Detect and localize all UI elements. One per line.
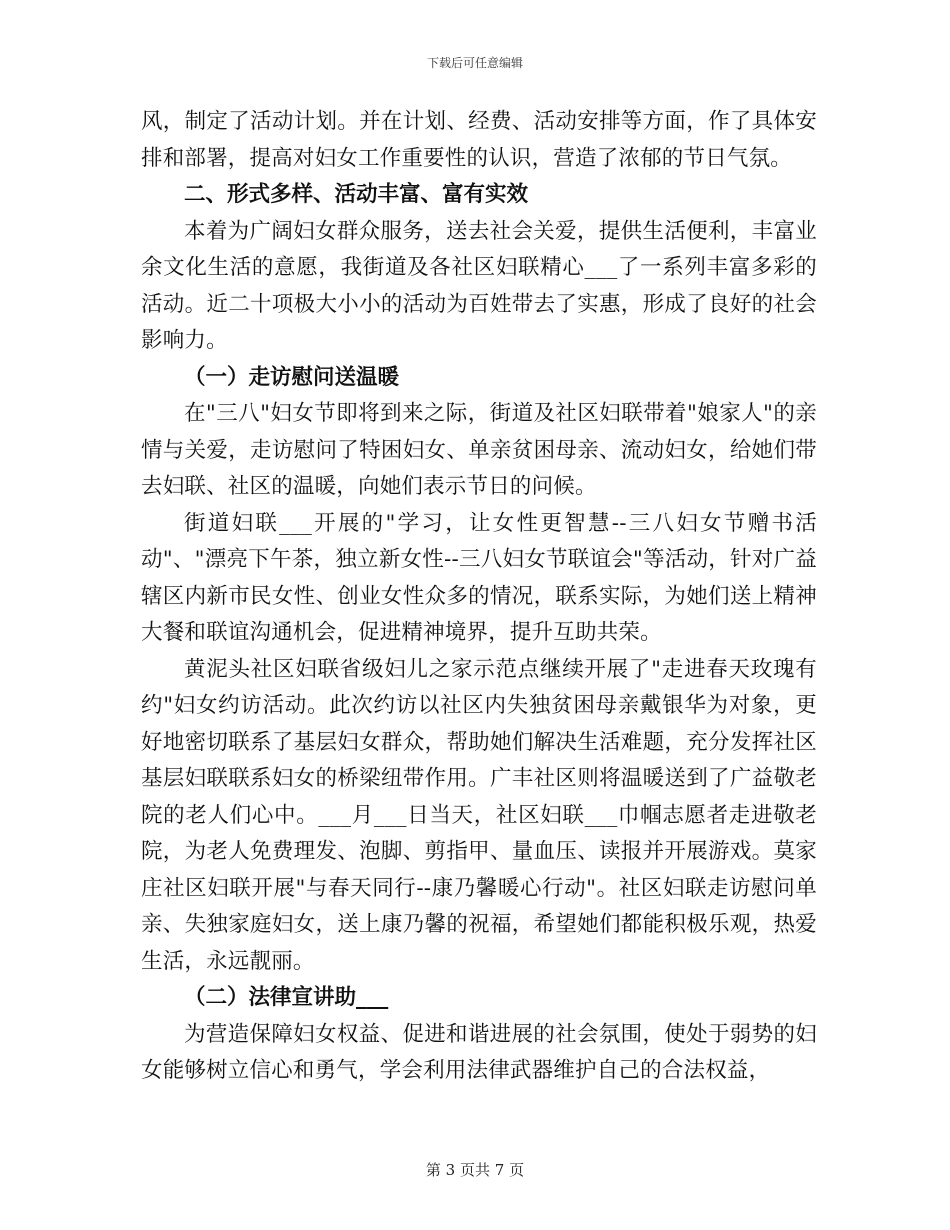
paragraph-continued: 风，制定了活动计划。并在计划、经费、活动安排等方面，作了具体安排和部署，提高对妇女工作重要性的认识，营造了浓郁的节日气氛。 [141, 109, 817, 171]
document-body [141, 104, 817, 1090]
paragraph-community-activities: 黄泥头社区妇联省级妇儿之家示范点继续开展了"走进春天玫瑰有约"妇女约访活动。此次约访以社区内失独贫困母亲戴银华为对象，更好地密切联系了基层妇女群众，帮助她们解决生活难题，充分发挥社区基层妇联联系妇女的桥梁纽带作用。广丰社区则将温暖送到了广益敬老院的老人们心中。___月___日当天，社区妇联___巾帼志愿者走进敬老院，为老人免费理发、泡脚、剪指甲、量血压、读报并开展游戏。莫家庄社区妇联开展"与春天同行--康乃馨暖心行动"。社区妇联走访慰问单亲、失独家庭妇女，送上康乃馨的祝福，希望她们都能积极乐观，热爱生活，永远靓丽。 [141, 656, 817, 974]
subsection-heading-visits: （一）走访慰问送温暖 [184, 364, 400, 390]
paragraph-intro: 本着为广阔妇女群众服务，送去社会关爱，提供生活便利，丰富业余文化生活的意愿，我街道及各社区妇联精心___了一系列丰富多彩的活动。近二十项极大小小的活动为百姓带去了实惠，形成了良好的社会影响力。 [141, 218, 817, 353]
paragraph-street-activities: 街道妇联___开展的"学习，让女性更智慧--三八妇女节赠书活动"、"漂亮下午茶，独立新女性--三八妇女节联谊会"等活动，针对广益辖区内新市民女性、创业女性众多的情况，联系实际，为她们送上精神大餐和联谊沟通机会，促进精神境界，提升互助共荣。 [141, 510, 817, 645]
paragraph-legal: 为营造保障妇女权益、促进和谐进展的社会氛围，使处于弱势的妇女能够树立信心和勇气，学会利用法律武器维护自己的合法权益， [141, 1021, 817, 1083]
paragraph-visits: 在"三八"妇女节即将到来之际，街道及社区妇联带着"娘家人"的亲情与关爱，走访慰问了特困妇女、单亲贫困母亲、流动妇女，给她们带去妇联、社区的温暖，向她们表示节日的问候。 [141, 401, 817, 499]
page-header: 下载后可任意编辑 [426, 56, 523, 70]
subsection-heading-legal: （二）法律宣讲助___ [184, 985, 389, 1010]
section-heading-2: 二、形式多样、活动丰富、富有实效 [184, 182, 529, 207]
page-footer: 第 3 页共 7 页 [425, 1161, 525, 1179]
